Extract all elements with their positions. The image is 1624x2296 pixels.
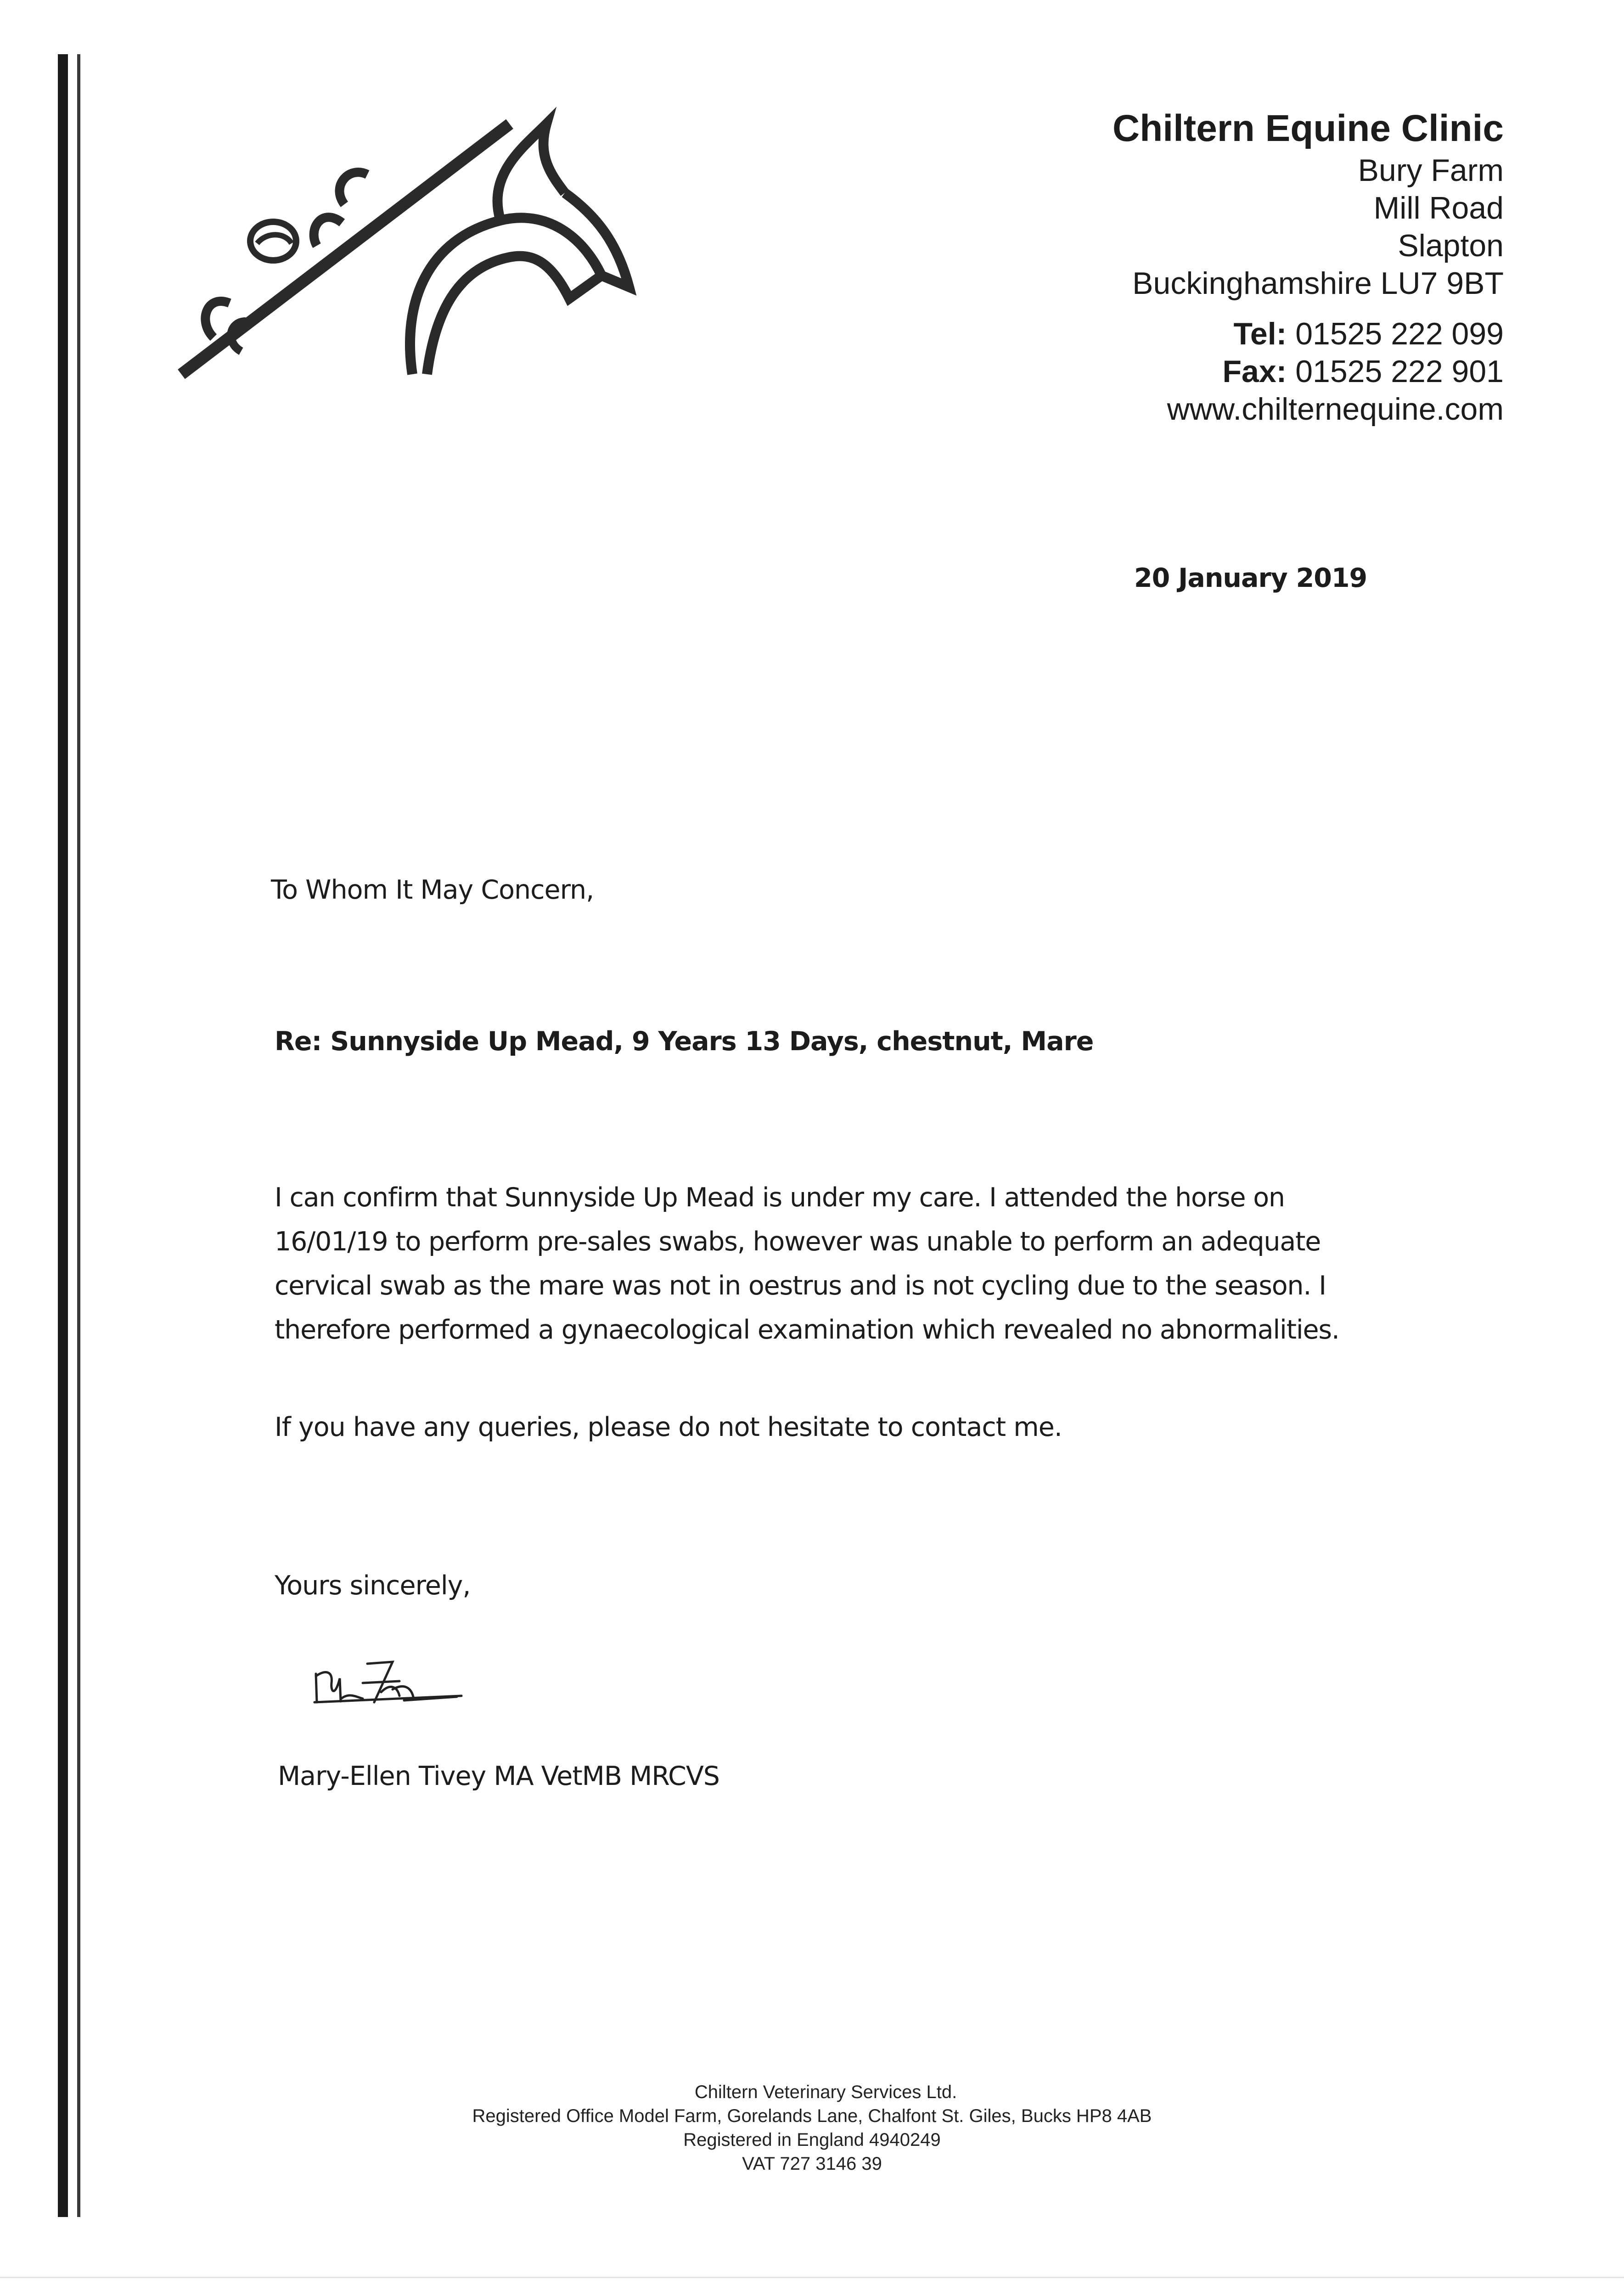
- fax-number: 01525 222 901: [1295, 354, 1504, 389]
- clinic-logo: [170, 106, 638, 386]
- salutation: To Whom It May Concern,: [271, 875, 594, 905]
- left-margin-line: [77, 54, 80, 2217]
- footer-registered-office: Registered Office Model Farm, Gorelands Lane, Chalfont St. Giles, Bucks HP8 4AB: [472, 2106, 1152, 2126]
- contact-block: [1113, 315, 1504, 428]
- letter-date: 20 January 2019: [1134, 563, 1367, 593]
- subject-line: Re: Sunnyside Up Mead, 9 Years 13 Days, chestnut, Mare: [275, 1026, 1094, 1057]
- queries-line: If you have any queries, please do not hesitate to contact me.: [275, 1412, 1062, 1442]
- address-line: Mill Road: [1373, 191, 1504, 225]
- footer-company: Chiltern Veterinary Services Ltd.: [694, 2082, 957, 2102]
- address-line: Buckinghamshire LU7 9BT: [1132, 266, 1504, 301]
- body-paragraph: [275, 1176, 1377, 1352]
- tel-number: 01525 222 099: [1295, 316, 1504, 351]
- paragraph-line: 16/01/19 to perform pre-sales swabs, however was unable to perform an adequate: [275, 1227, 1321, 1257]
- fax: [1113, 353, 1504, 390]
- paragraph-line: cervical swab as the mare was not in oestrus and is not cycling due to the season. I: [275, 1271, 1326, 1301]
- clinic-name: Chiltern Equine Clinic: [1113, 107, 1504, 149]
- fax-label: Fax:: [1222, 354, 1287, 389]
- footer-registration: Registered in England 4940249: [683, 2130, 941, 2150]
- telephone: [1113, 315, 1504, 353]
- website-link[interactable]: www.chilternequine.com: [1167, 392, 1504, 427]
- signatory-name: Mary-Ellen Tivey MA VetMB MRCVS: [278, 1761, 719, 1791]
- left-margin-bar: [58, 54, 68, 2217]
- footer-vat: VAT 727 3146 39: [742, 2154, 882, 2174]
- bottom-divider: [0, 2277, 1624, 2278]
- closing: Yours sincerely,: [275, 1570, 471, 1601]
- paragraph-line: therefore performed a gynaecological examination which revealed no abnormalities.: [275, 1315, 1339, 1345]
- address-line: Slapton: [1398, 228, 1504, 263]
- footer: [0, 2080, 1624, 2176]
- tel-label: Tel:: [1233, 316, 1287, 351]
- address-line: Bury Farm: [1358, 153, 1504, 188]
- letterhead: [1113, 106, 1504, 428]
- signature: [312, 1651, 464, 1711]
- paragraph-line: I can confirm that Sunnyside Up Mead is under my care. I attended the horse on: [275, 1182, 1285, 1213]
